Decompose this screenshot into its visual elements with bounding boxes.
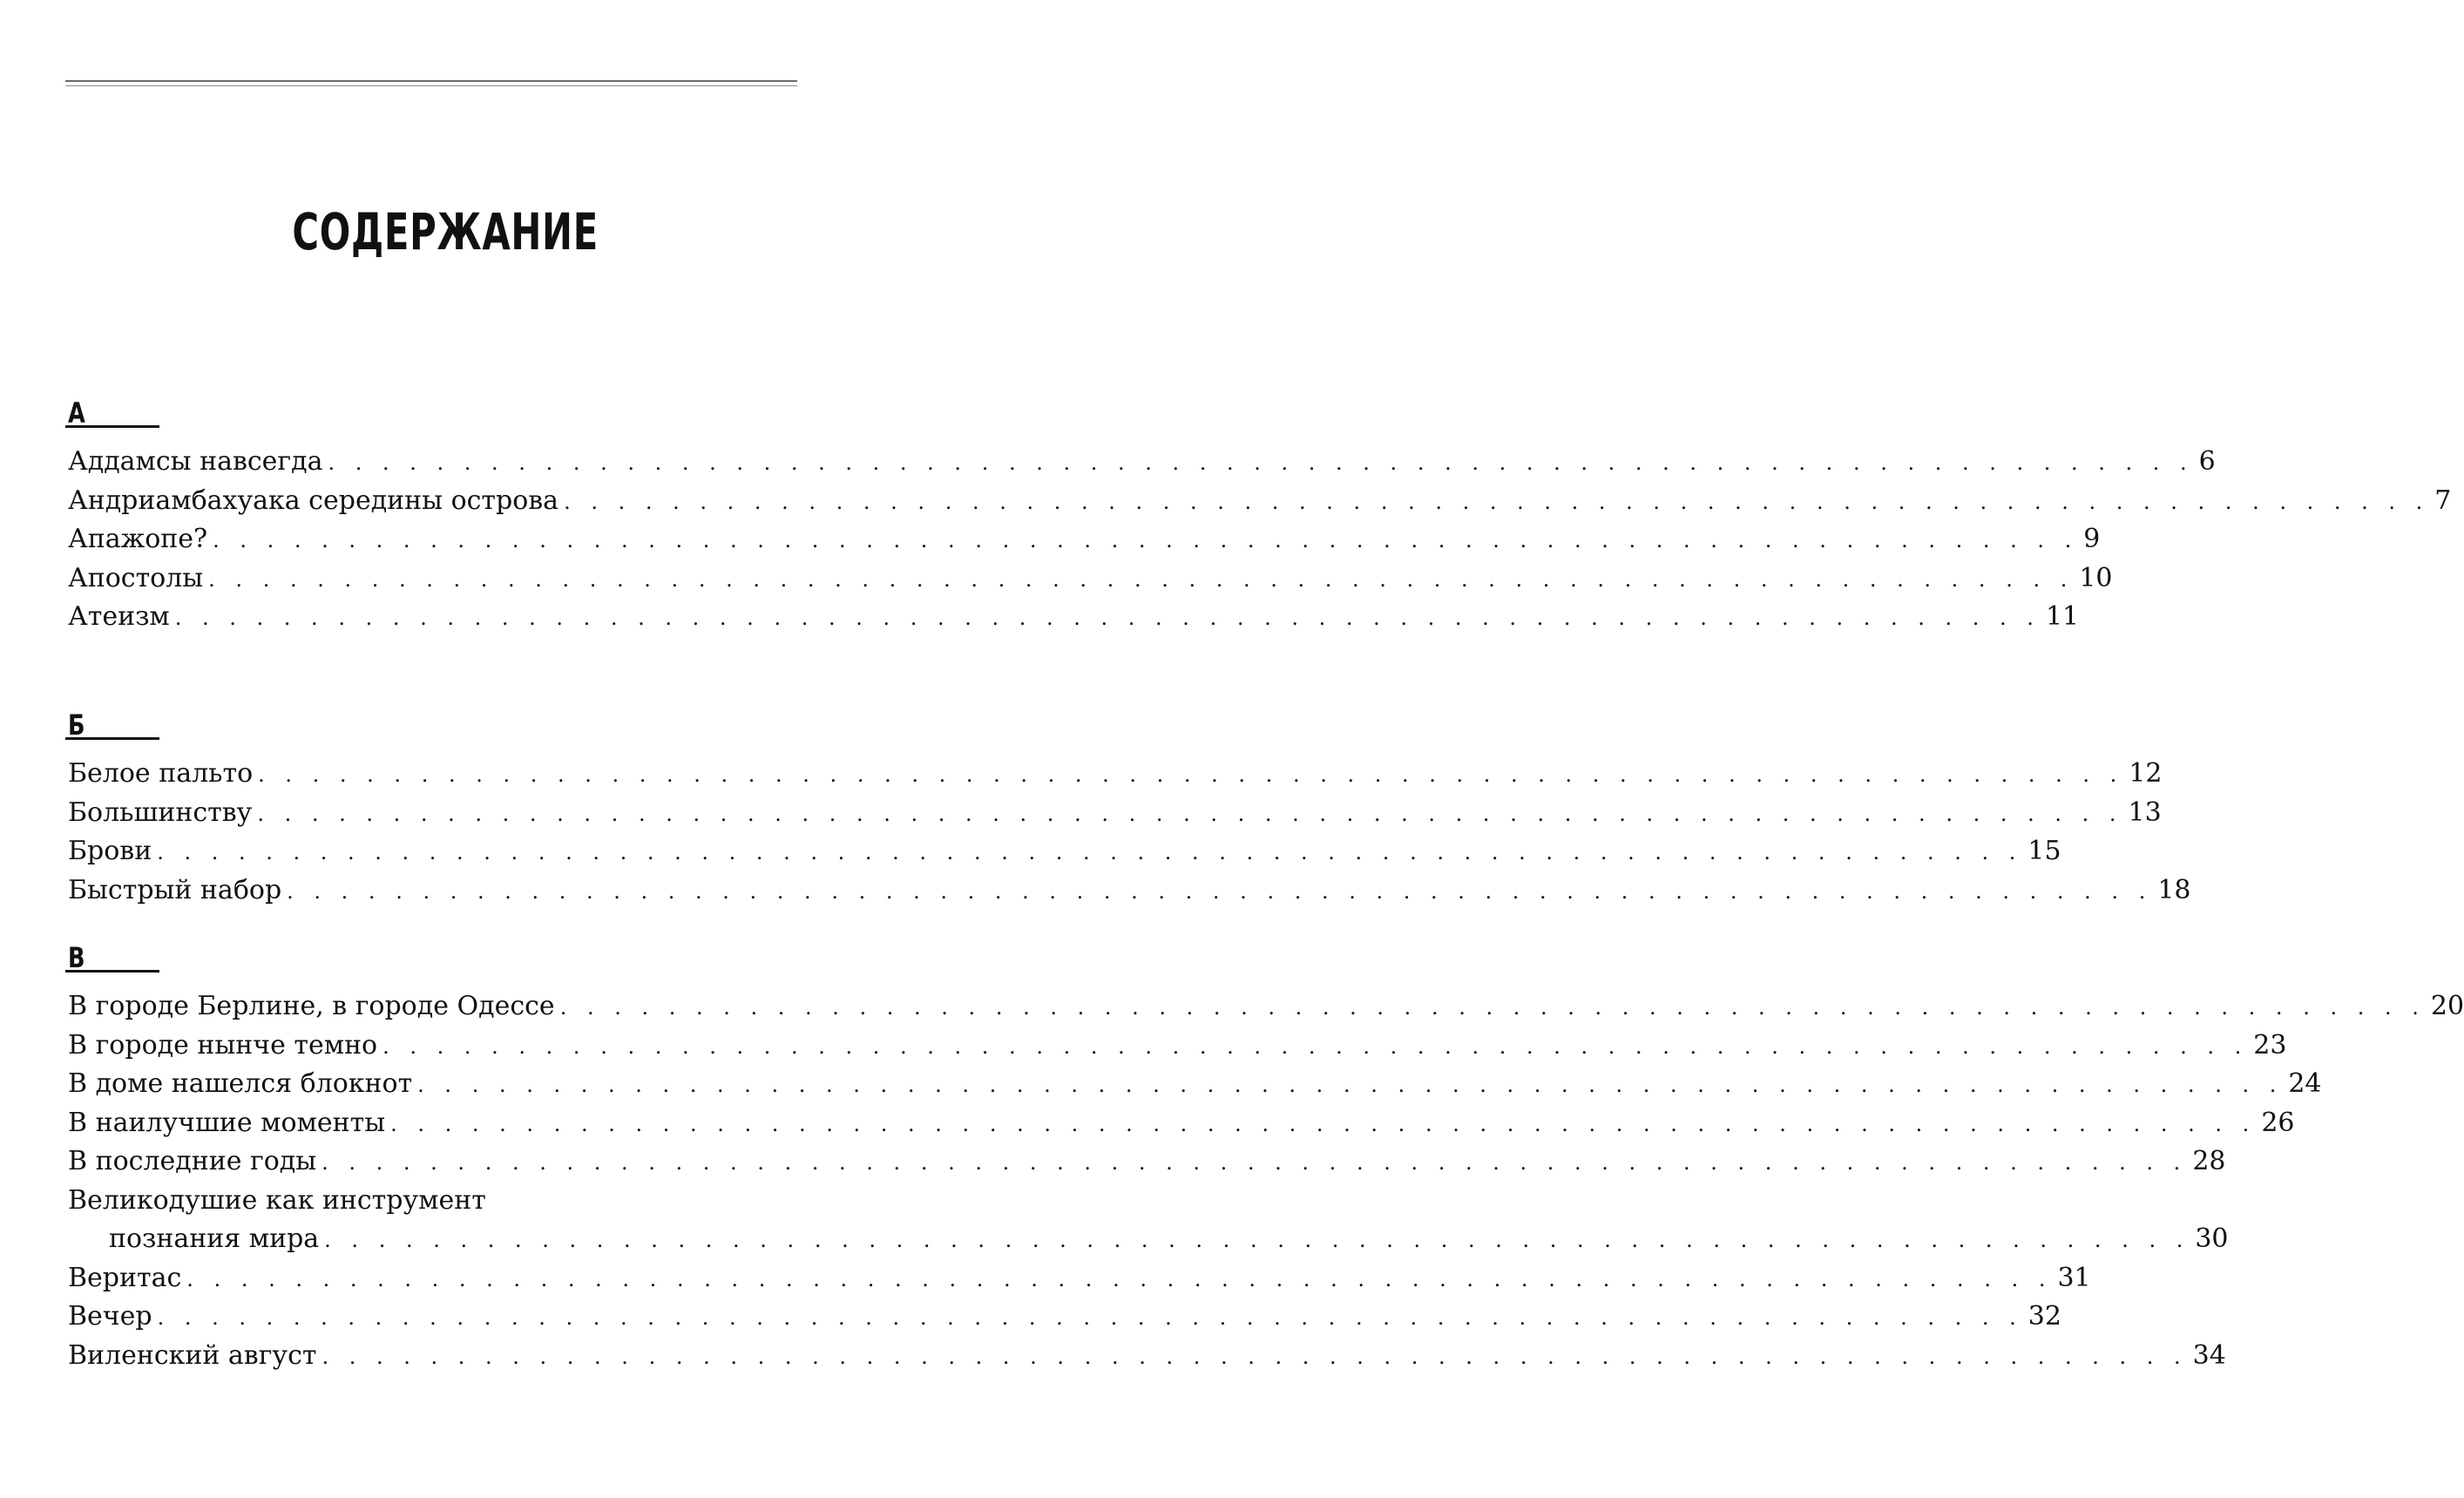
toc-entry-title: Андриамбахуака середины острова: [68, 485, 559, 516]
toc-entry-title: В городе Берлине, в городе Одессе: [68, 991, 555, 1021]
header-rule: [65, 80, 797, 82]
toc-entry[interactable]: [68, 1259, 2091, 1298]
toc-entry-title: Быстрый набор: [68, 874, 282, 905]
toc-entry[interactable]: [68, 871, 2191, 911]
toc-entry[interactable]: [68, 1027, 2287, 1066]
page-title: СОДЕРЖАНИЕ: [292, 202, 599, 261]
leader-dots: . . . . . . . . . . . . . . . . . . . . . . . . . . . . . . . . . . . . . . . . . . . . . . . . . . . . . . . . . . . . . . . . . . . . .: [328, 451, 2194, 475]
leader-dots: . . . . . . . . . . . . . . . . . . . . . . . . . . . . . . . . . . . . . . . . . . . . . . . . . . . . . . . . . . . . . . . . . . . . .: [564, 489, 2430, 514]
toc-entry-title: Веритас: [68, 1262, 182, 1293]
toc-entry-page: 26: [2261, 1107, 2295, 1138]
toc-entry-title: Атеизм: [68, 601, 170, 632]
toc-entry-title: Апостолы: [68, 562, 204, 593]
toc-entry-page: 23: [2253, 1029, 2287, 1061]
toc-entry-page: 34: [2192, 1339, 2226, 1371]
leader-dots: . . . . . . . . . . . . . . . . . . . . . . . . . . . . . . . . . . . . . . . . . . . . . . . . . . . . . . . . . . . . . . . . . . . . .: [287, 878, 2153, 904]
toc-entry[interactable]: [68, 1104, 2295, 1143]
leader-dots: . . . . . . . . . . . . . . . . . . . . . . . . . . . . . . . . . . . . . . . . . . . . . . . . . . . . . . . . . . . . . . . . . . . . .: [208, 566, 2075, 592]
toc-entry-title-continuation: познания мира: [109, 1223, 320, 1254]
toc-entry-title: В последние годы: [68, 1146, 317, 1176]
section-rule-v: [65, 970, 159, 973]
toc-entry-title: Великодушие как инструмент: [68, 1184, 486, 1216]
toc-entry[interactable]: [68, 559, 2113, 599]
toc-entry-page: 28: [2192, 1146, 2226, 1176]
leader-dots: . . . . . . . . . . . . . . . . . . . . . . . . . . . . . . . . . . . . . . . . . . . . . . . . . . . . . . . . . . . . . . . . . . . . .: [157, 1305, 2023, 1330]
toc-entry[interactable]: [68, 482, 2452, 521]
toc-entry-page: 7: [2434, 485, 2452, 516]
leader-dots: . . . . . . . . . . . . . . . . . . . . . . . . . . . . . . . . . . . . . . . . . . . . . . . . . . . . . . . . . . . . . . . . . . . . .: [257, 801, 2123, 826]
leader-dots: . . . . . . . . . . . . . . . . . . . . . . . . . . . . . . . . . . . . . . . . . . . . . . . . . . . . . . . . . . . . . . . . . . . . .: [213, 528, 2079, 552]
leader-dots: . . . . . . . . . . . . . . . . . . . . . . . . . . . . . . . . . . . . . . . . . . . . . . . . . . . . . . . . . . . . . . . . . . . . .: [324, 1228, 2190, 1252]
leader-dots: . . . . . . . . . . . . . . . . . . . . . . . . . . . . . . . . . . . . . . . . . . . . . . . . . . . . . . . . . . . . . . . . . . . . .: [417, 1073, 2284, 1097]
leader-dots: . . . . . . . . . . . . . . . . . . . . . . . . . . . . . . . . . . . . . . . . . . . . . . . . . . . . . . . . . . . . . . . . . . . . .: [186, 1266, 2053, 1291]
toc-entry[interactable]: [68, 598, 2080, 637]
section-letter-v: В: [68, 941, 85, 974]
toc-entry-title: В доме нашелся блокнот: [68, 1068, 413, 1099]
leader-dots: . . . . . . . . . . . . . . . . . . . . . . . . . . . . . . . . . . . . . . . . . . . . . . . . . . . . . . . . . . . . . . . . . . . . .: [157, 840, 2023, 864]
toc-entry-page: 15: [2027, 836, 2061, 866]
toc-entry-page: 12: [2129, 758, 2163, 789]
section-letter-b: Б: [68, 708, 85, 742]
toc-entry-page: 13: [2128, 796, 2162, 828]
toc-entry[interactable]: [68, 794, 2162, 833]
toc-entry-page: 6: [2198, 446, 2216, 477]
toc-entry[interactable]: [68, 520, 2101, 559]
toc-entry-page: 31: [2057, 1262, 2091, 1293]
toc-entry[interactable]: [68, 755, 2163, 794]
toc-entry-title: Виленский август: [68, 1339, 317, 1371]
toc-entry-title: В городе нынче темно: [68, 1029, 378, 1061]
toc-entry[interactable]: [68, 443, 2216, 482]
toc-entry-page: 30: [2195, 1223, 2229, 1254]
leader-dots: . . . . . . . . . . . . . . . . . . . . . . . . . . . . . . . . . . . . . . . . . . . . . . . . . . . . . . . . . . . . . . . . . . . . .: [322, 1150, 2188, 1175]
toc-entry[interactable]: [68, 1298, 2061, 1337]
toc-entry-page: 20: [2430, 991, 2464, 1021]
toc-entry-page: 11: [2045, 601, 2080, 632]
toc-entry[interactable]: [68, 832, 2061, 871]
toc-entry-continuation[interactable]: [68, 1220, 2229, 1259]
section-rule-a: [65, 425, 159, 428]
toc-entry[interactable]: [68, 1337, 2226, 1376]
toc-entry-page: 24: [2288, 1068, 2322, 1099]
toc-entry-title: Вечер: [68, 1301, 152, 1332]
toc-entry-title: Большинству: [68, 796, 253, 828]
section-rule-b: [65, 737, 159, 740]
leader-dots: . . . . . . . . . . . . . . . . . . . . . . . . . . . . . . . . . . . . . . . . . . . . . . . . . . . . . . . . . . . . . . . . . . . . .: [322, 1344, 2188, 1369]
leader-dots: . . . . . . . . . . . . . . . . . . . . . . . . . . . . . . . . . . . . . . . . . . . . . . . . . . . . . . . . . . . . . . . . . . . . .: [382, 1034, 2249, 1059]
toc-entry-title: Апажопе?: [68, 524, 208, 554]
section-list-v: [68, 987, 2464, 1375]
toc-entry-page: 9: [2083, 524, 2101, 554]
toc-entry[interactable]: [68, 1142, 2226, 1182]
section-list-a: [68, 443, 2452, 637]
header-rule-secondary: [65, 85, 797, 86]
toc-entry-page: 32: [2027, 1301, 2061, 1332]
toc-entry-title: Белое пальто: [68, 758, 254, 789]
toc-entry-page: 18: [2157, 874, 2191, 905]
section-list-b: [68, 755, 2191, 910]
leader-dots: . . . . . . . . . . . . . . . . . . . . . . . . . . . . . . . . . . . . . . . . . . . . . . . . . . . . . . . . . . . . . . . . . . . . .: [559, 995, 2426, 1020]
toc-entry-first-line[interactable]: [68, 1182, 796, 1221]
toc-entry-page: 10: [2079, 562, 2113, 593]
toc-entry-title: Брови: [68, 836, 152, 866]
toc-entry-title: Аддамсы навсегда: [68, 446, 323, 477]
leader-dots: . . . . . . . . . . . . . . . . . . . . . . . . . . . . . . . . . . . . . . . . . . . . . . . . . . . . . . . . . . . . . . . . . . . . .: [258, 763, 2124, 787]
toc-entry[interactable]: [68, 987, 2464, 1027]
section-letter-a: А: [68, 397, 85, 430]
toc-entry-title: В наилучшие моменты: [68, 1107, 386, 1138]
leader-dots: . . . . . . . . . . . . . . . . . . . . . . . . . . . . . . . . . . . . . . . . . . . . . . . . . . . . . . . . . . . . . . . . . . . . .: [390, 1111, 2257, 1136]
toc-entry[interactable]: [68, 1065, 2322, 1104]
leader-dots: . . . . . . . . . . . . . . . . . . . . . . . . . . . . . . . . . . . . . . . . . . . . . . . . . . . . . . . . . . . . . . . . . . . . .: [174, 606, 2041, 630]
